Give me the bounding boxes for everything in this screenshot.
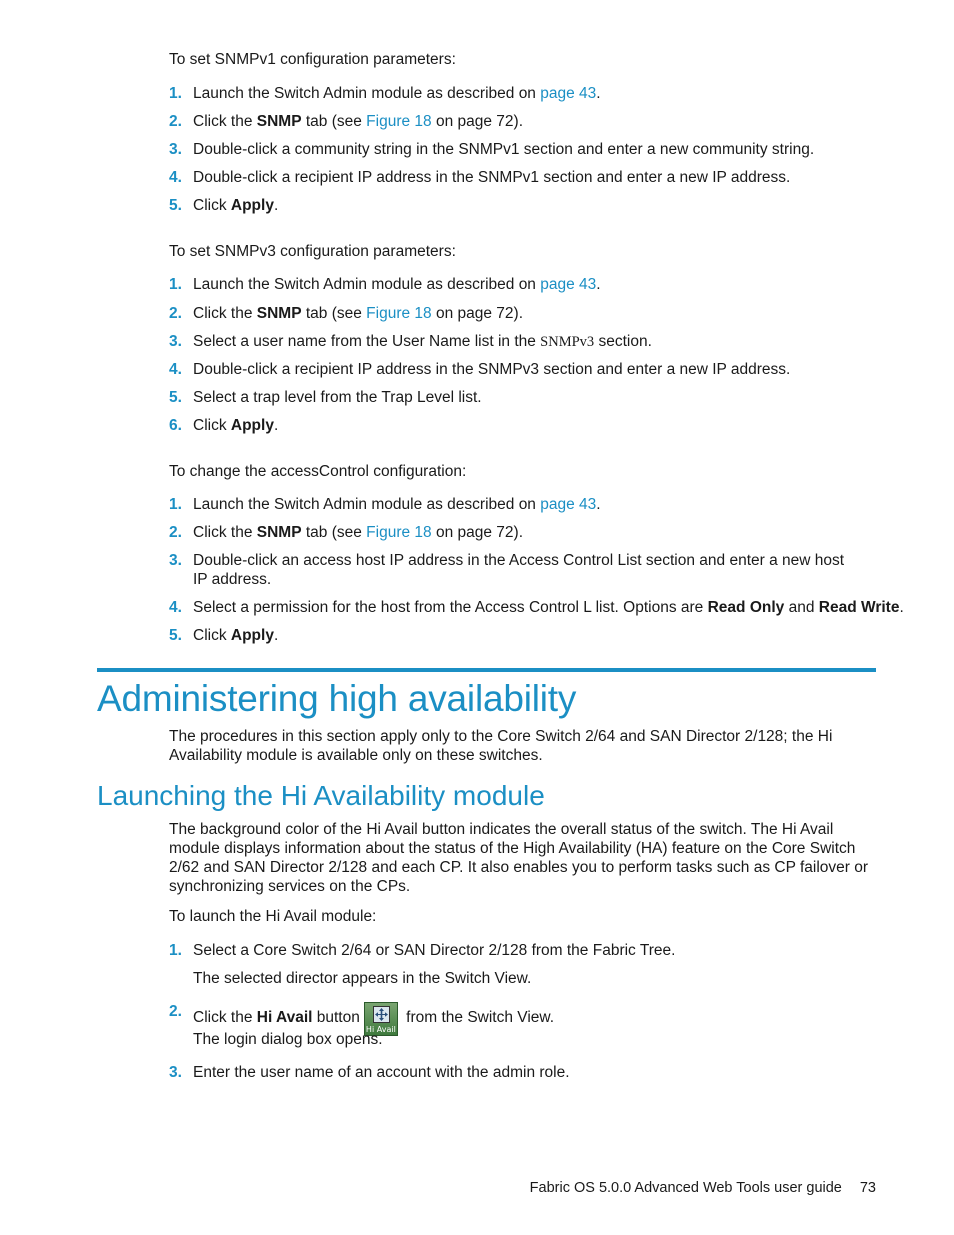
step-text: on page 72). [431,113,524,130]
step-number: 1. [169,496,182,513]
step-number: 4. [169,361,182,378]
hi-avail-label: Hi Avail [256,1009,313,1026]
step-number: 3. [169,333,182,350]
snmp-tab-label: SNMP [256,524,302,541]
step-number: 4. [169,169,182,186]
step-text: Select a trap level from the Trap Level list. [193,389,482,406]
step-text: Double-click an access host IP address in the Access Control List section and enter a new host IP address. [193,552,845,588]
apply-label: Apply [230,197,274,214]
step-number: 3. [169,552,182,569]
page-footer [530,1180,876,1196]
hi-avail-icon [373,1006,390,1023]
step-number: 1. [169,85,182,102]
step-text: . [596,276,601,293]
section-divider [97,668,876,672]
page-43-link[interactable]: page 43 [540,85,597,102]
step-text: Select a permission for the host from the Access Control L list. Options are [193,599,708,616]
step-text: . [273,197,279,214]
step-text: Launch the Switch Admin module as described on [193,276,541,293]
snmp-tab-label: SNMP [256,113,302,130]
step-text: . [596,85,601,102]
read-only-label: Read Only [707,599,785,616]
step-text: Double-click a recipient IP address in the SNMPv1 section and enter a new IP address. [193,169,791,186]
step-number: 2. [169,305,182,322]
step-text: Select a user name from the User Name list in the [193,333,541,350]
step-text: Launch the Switch Admin module as described on [193,496,541,513]
step-text: . [273,627,279,644]
step-text: tab (see [301,524,367,541]
snmp-tab-label: SNMP [256,305,302,322]
step-text: Click the [193,305,257,322]
step-number: 2. [169,524,182,541]
step-text: Launch the Switch Admin module as described on [193,85,541,102]
step-number: 1. [169,276,182,293]
step-number: 3. [169,141,182,158]
step-text: Click the [193,1009,257,1026]
step-text: Double-click a community string in the SNMPv1 section and enter a new community string. [193,141,815,158]
step-text: Double-click a recipient IP address in the SNMPv3 section and enter a new IP address. [193,361,791,378]
step-text: from the Switch View. [401,1009,555,1026]
figure-18-link[interactable]: Figure 18 [366,524,432,541]
step-number: 2. [169,1003,182,1020]
step-text: Click [193,627,231,644]
step-text: on page 72). [431,305,524,322]
step-text: Enter the user name of an account with the admin role. [193,1064,570,1081]
step-text: section. [594,333,652,350]
step-number: 5. [169,627,182,644]
step-text: Select a Core Switch 2/64 or SAN Director 2/128 from the Fabric Tree. [193,942,676,959]
page-43-link[interactable]: page 43 [540,276,597,293]
snmpv3-section-name: SNMPv3 [540,334,595,350]
section-paragraph: The procedures in this section apply only to the Core Switch 2/64 and SAN Director 2/128; the Hi Availability module is available only on these switches. [169,728,833,764]
page-43-link[interactable]: page 43 [540,496,597,513]
step-text: . [273,417,279,434]
page-number: 73 [859,1180,876,1196]
step-number: 6. [169,417,182,434]
subsection-title: Launching the Hi Availability module [97,780,545,811]
step-text: Click [193,417,231,434]
step-number: 5. [169,197,182,214]
snmpv3-intro: To set SNMPv3 configuration parameters: [169,243,456,260]
hi-avail-button-label: Hi Avail [365,1025,396,1034]
step-text: on page 72). [431,524,524,541]
step-number: 1. [169,942,182,959]
step-text: Click the [193,524,257,541]
step-text: tab (see [301,305,367,322]
snmpv1-intro: To set SNMPv1 configuration parameters: [169,51,456,68]
section-title: Administering high availability [97,678,577,719]
subsection-paragraph: The background color of the Hi Avail button indicates the overall status of the switch. The Hi Avail module displays information about the status of the High Availability (HA) feature on the Core Switch 2/62 and SAN Director 2/128 and each CP. It also enables you to perform tasks such as CP failover or synchronizing services on the CPs. [169,821,869,895]
footer-title: Fabric OS 5.0.0 Advanced Web Tools user guide [529,1180,842,1196]
step-number: 4. [169,599,182,616]
step-number: 3. [169,1064,182,1081]
apply-label: Apply [230,627,274,644]
access-intro: To change the accessControl configuration: [169,463,467,480]
step-number: 5. [169,389,182,406]
step-result: The selected director appears in the Switch View. [193,970,532,987]
launch-intro: To launch the Hi Avail module: [169,908,377,925]
apply-label: Apply [230,417,274,434]
step-text: . [899,599,904,616]
step-text: tab (see [301,113,367,130]
step-text: button [312,1009,360,1026]
figure-18-link[interactable]: Figure 18 [366,113,432,130]
step-text: Click [193,197,231,214]
read-write-label: Read Write [818,599,900,616]
step-text: and [784,599,819,616]
step-result: The login dialog box opens. [193,1031,383,1048]
step-text: Click the [193,113,257,130]
step-number: 2. [169,113,182,130]
figure-18-link[interactable]: Figure 18 [366,305,432,322]
step-text: . [596,496,601,513]
